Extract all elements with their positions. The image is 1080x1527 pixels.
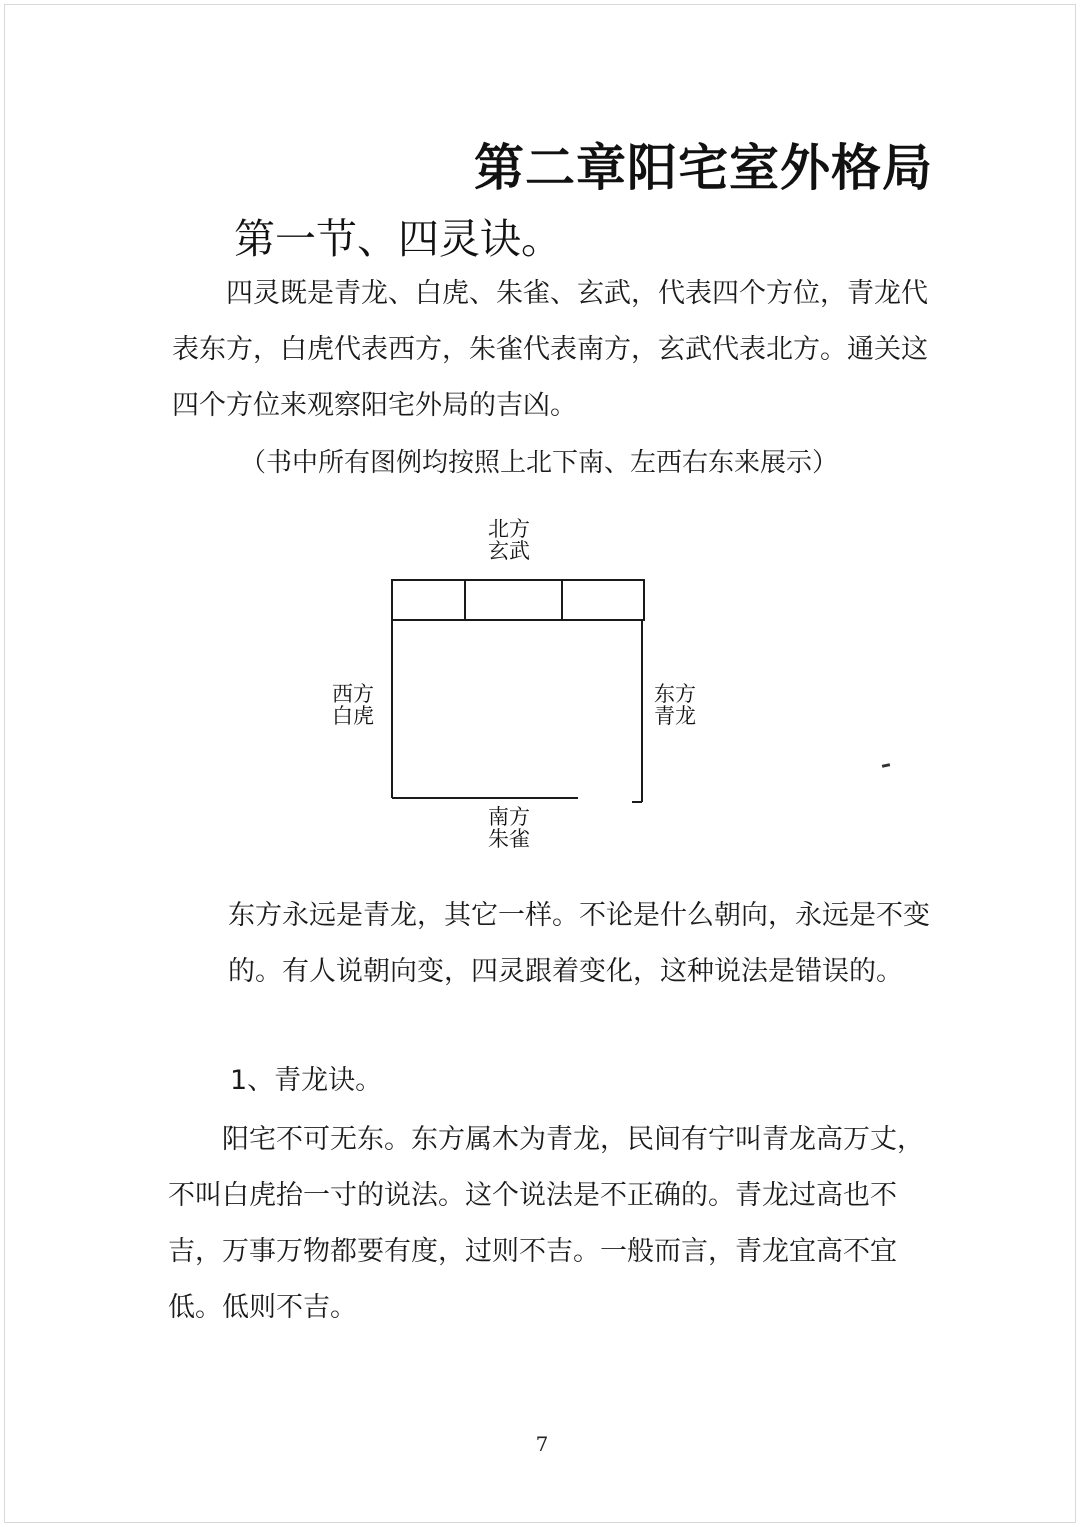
intro-paragraph xyxy=(172,266,940,434)
east-spirit: 青龙 xyxy=(654,704,696,728)
section-title: 第一节、四灵诀。 xyxy=(234,215,562,263)
south-label xyxy=(474,806,544,850)
intro-text: 四灵既是青龙、白虎、朱雀、玄武，代表四个方位，青龙代表东方，白虎代表西方，朱雀代表南方，玄武代表北方。通关这四个方位来观察阳宅外局的吉凶。 xyxy=(172,278,928,421)
qinglong-paragraph xyxy=(168,1112,928,1336)
page-number: 7 xyxy=(535,1432,549,1456)
eternal-paragraph xyxy=(228,888,942,1000)
west-direction: 西方 xyxy=(332,682,374,706)
north-label xyxy=(474,518,544,562)
north-spirit: 玄武 xyxy=(488,539,530,563)
qinglong-text: 阳宅不可无东。东方属木为青龙，民间有宁叫青龙高万丈，不叫白虎抬一寸的说法。这个说法是不正确的。青龙过高也不吉，万事万物都要有度，过则不吉。一般而言，青龙宜高不宜低。低则不吉。 xyxy=(168,1124,924,1323)
west-spirit: 白虎 xyxy=(332,704,374,728)
qinglong-heading: 1、青龙诀。 xyxy=(230,1065,383,1096)
eternal-text: 东方永远是青龙，其它一样。不论是什么朝向，永远是不变的。有人说朝向变，四灵跟着变化，这种说法是错误的。 xyxy=(228,900,930,987)
south-spirit: 朱雀 xyxy=(488,827,530,851)
east-label xyxy=(640,683,710,727)
east-direction: 东方 xyxy=(654,682,696,706)
north-direction: 北方 xyxy=(488,517,530,541)
chapter-title: 第二章阳宅室外格局 xyxy=(474,138,933,197)
west-label xyxy=(318,683,388,727)
south-direction: 南方 xyxy=(488,805,530,829)
orientation-note: （书中所有图例均按照上北下南、左西右东来展示） xyxy=(240,448,839,478)
north-building-block xyxy=(392,580,644,620)
